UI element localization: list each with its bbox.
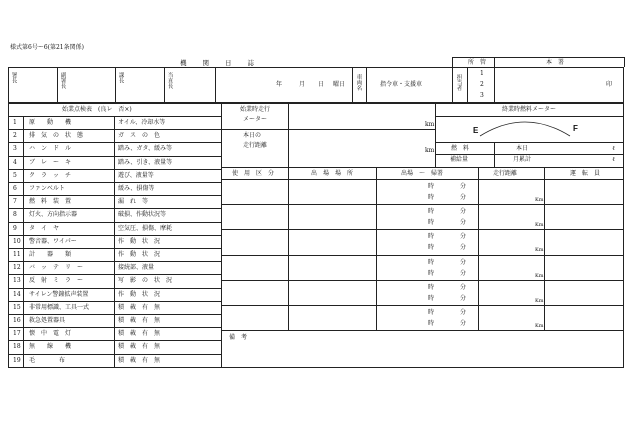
fuel-liter-2: ℓ xyxy=(612,156,615,163)
stamp-label-fukushocho: 副署長 xyxy=(59,72,66,89)
inspection-row-divider xyxy=(8,156,221,157)
inspection-item-no: 13 xyxy=(13,277,21,285)
log-minute-label: 分 xyxy=(460,194,467,201)
inspection-item-no: 10 xyxy=(13,237,21,245)
log-km-unit: Km xyxy=(535,297,544,304)
stamp-label-kacho: 課長 xyxy=(117,72,124,83)
inspection-item-check: 漏 れ 等 xyxy=(118,198,149,206)
fuel-meter-title: 終業時燃料メーター xyxy=(502,106,557,113)
inspection-item-no: 19 xyxy=(13,356,21,364)
inspection-row-divider xyxy=(8,314,221,315)
log-hour-label: 時 xyxy=(428,208,435,216)
col-dispatch-return: 出場 〜 帰署 xyxy=(401,170,444,177)
date-day: 日 xyxy=(318,81,325,88)
inspection-item-part: 原 動 機 xyxy=(29,119,72,126)
inspection-item-part: タ イ ヤ xyxy=(29,224,60,232)
inspection-item-no: 6 xyxy=(13,185,17,192)
inspection-item-check: 踏み、ガタ、緩み等 xyxy=(118,145,173,153)
inspection-row-divider xyxy=(8,248,221,249)
shokan-label: 所 管 xyxy=(468,59,487,66)
inspection-item-no: 7 xyxy=(13,198,17,206)
log-km-unit: Km xyxy=(535,222,544,229)
inspection-row-divider xyxy=(8,367,221,368)
date-weekday: 曜日 xyxy=(333,81,346,88)
inspection-item-part: 救急処置器具 xyxy=(29,317,66,324)
month-total: 月累計 xyxy=(513,156,532,163)
col-distance: 走行距離 xyxy=(493,170,518,177)
inspection-item-part: 懐 中 電 灯 xyxy=(29,330,72,338)
inspection-item-no: 16 xyxy=(13,317,21,324)
log-row-divider xyxy=(221,305,624,306)
inspection-item-part: ハ ン ド ル xyxy=(29,145,72,153)
log-row-divider xyxy=(221,229,624,230)
log-km-unit: Km xyxy=(535,323,544,329)
inspection-item-no: 4 xyxy=(13,158,17,166)
inspection-item-part: バ ッ テ リ ー xyxy=(29,264,84,272)
seal-mark: 印 xyxy=(606,81,613,88)
inspection-row-divider xyxy=(8,222,221,223)
inspection-item-check: 作 動 状 況 xyxy=(118,290,161,298)
log-hour-label: 時 xyxy=(428,309,435,316)
inspection-item-no: 18 xyxy=(13,343,21,351)
stamp-label-shocho: 署長 xyxy=(10,72,17,83)
inspection-item-check: 写 影 の 状 況 xyxy=(118,277,173,285)
inspection-row-divider xyxy=(8,182,221,183)
inspection-row-divider xyxy=(8,301,221,302)
inspection-item-check: 積 載 有 無 xyxy=(118,356,161,364)
inspection-item-part: ク ラ ッ チ xyxy=(29,171,72,179)
log-minute-label: 分 xyxy=(460,269,467,277)
log-hour-label: 時 xyxy=(428,233,435,241)
inspection-row-divider xyxy=(8,327,221,328)
inspection-item-part: 毛 布 xyxy=(29,356,66,364)
inspection-item-no: 2 xyxy=(13,132,17,140)
log-minute-label: 分 xyxy=(460,294,467,302)
today-short: 本日 xyxy=(516,145,529,152)
log-hour-label: 時 xyxy=(428,283,435,291)
inspection-item-check: ガ ス の 色 xyxy=(118,132,161,140)
header-frame xyxy=(8,67,624,103)
inspection-item-check: 緩み、損傷等 xyxy=(118,185,155,192)
col-usage: 使 用 区 分 xyxy=(232,170,275,177)
log-row-divider xyxy=(221,204,624,205)
inspection-item-part: 燃 料 装 置 xyxy=(29,198,72,206)
inspection-row-divider xyxy=(8,340,221,341)
inspection-item-part: ブ レ ー キ xyxy=(29,158,72,166)
inspection-item-check: オイル、冷却水等 xyxy=(118,119,166,126)
inspection-item-part: 反 射 ミ ラ ー xyxy=(29,277,84,285)
log-minute-label: 分 xyxy=(460,208,467,216)
log-minute-label: 分 xyxy=(460,320,467,327)
inspection-item-part: 警音器、ワイパー xyxy=(29,237,77,245)
inspection-item-no: 12 xyxy=(13,264,21,272)
inspection-item-check: 積 載 有 無 xyxy=(118,343,161,351)
inspection-item-no: 14 xyxy=(13,290,21,298)
vehicle-name-label: 車両名 xyxy=(355,74,362,91)
inspection-row-divider xyxy=(8,288,221,289)
col-driver: 運 転 員 xyxy=(570,170,601,177)
inspection-item-check: 踏み、引き、液量等 xyxy=(118,158,173,166)
form-number: 様式第6号ー6(第21条関係) xyxy=(10,44,84,51)
inspection-item-check: 積 載 有 無 xyxy=(118,303,161,311)
fuel-gauge-icon xyxy=(470,116,590,141)
log-hour-label: 時 xyxy=(428,244,435,252)
inspection-row-divider xyxy=(8,208,221,209)
inspection-item-check: 遊び、液量等 xyxy=(118,171,154,179)
today-distance-label: 走行距離 xyxy=(243,142,268,149)
inspection-item-check: 破損、作動状況等 xyxy=(118,211,167,219)
inspection-row-divider xyxy=(8,261,221,262)
log-km-unit: Km xyxy=(535,247,544,254)
remarks-label: 備 考 xyxy=(229,334,248,341)
shift-3: 3 xyxy=(480,92,484,99)
inspection-item-check: 空気圧、損傷、摩耗 xyxy=(118,224,173,232)
today-distance-km: km xyxy=(425,147,435,154)
inspection-item-check: 作 動 状 況 xyxy=(118,251,161,258)
log-minute-label: 分 xyxy=(460,219,467,227)
honsho-label: 本 署 xyxy=(546,59,565,66)
today-label: 本日の xyxy=(243,132,262,139)
inspection-row-divider xyxy=(8,235,221,236)
shift-1: 1 xyxy=(480,70,484,77)
log-hour-label: 時 xyxy=(428,219,435,227)
inspection-row-divider xyxy=(8,354,221,355)
inspection-item-no: 8 xyxy=(13,211,17,219)
start-meter-label-2: メーター xyxy=(243,116,268,123)
inspection-item-check: 作 動 状 況 xyxy=(118,237,161,245)
refuel-label: 補給量 xyxy=(450,156,469,163)
page-title: 機 関 日 誌 xyxy=(180,59,255,67)
fuel-empty: E xyxy=(473,126,479,135)
col-location: 出 場 場 所 xyxy=(311,170,354,177)
log-km-unit: Km xyxy=(535,272,544,279)
log-hour-label: 時 xyxy=(428,194,435,201)
log-row-divider xyxy=(221,280,624,281)
log-hour-label: 時 xyxy=(428,269,435,277)
log-minute-label: 分 xyxy=(460,309,467,316)
inspection-item-part: ファンベルト xyxy=(29,185,65,192)
inspection-item-part: 無 線 機 xyxy=(29,343,72,351)
log-minute-label: 分 xyxy=(460,258,467,266)
inspection-item-no: 5 xyxy=(13,171,17,179)
inspection-item-check: 接続部、液量 xyxy=(118,264,155,272)
inspection-item-no: 1 xyxy=(13,119,17,126)
inspection-item-part: 非常用標識、工具一式 xyxy=(29,303,90,311)
inspection-item-check: 積 載 有 無 xyxy=(118,330,161,338)
inspection-item-part: 計 器 類 xyxy=(29,251,72,258)
date-year: 年 xyxy=(276,81,283,88)
log-hour-label: 時 xyxy=(428,294,435,302)
inspection-item-part: 排 気 の 状 態 xyxy=(29,132,84,140)
log-minute-label: 分 xyxy=(460,244,467,252)
inspection-row-divider xyxy=(8,129,221,130)
tanto-label: 担当者 xyxy=(455,74,462,91)
inspection-item-part: サイレン警鐘拡声装置 xyxy=(29,290,89,298)
inspection-item-no: 9 xyxy=(13,224,17,232)
inspection-item-no: 3 xyxy=(13,145,17,153)
fuel-liter-1: ℓ xyxy=(612,145,615,152)
start-meter-km: km xyxy=(425,121,435,128)
log-hour-label: 時 xyxy=(428,183,435,190)
shift-2: 2 xyxy=(480,81,484,88)
fuel-label: 燃 料 xyxy=(451,145,470,152)
inspection-row-divider xyxy=(8,274,221,275)
log-row-divider xyxy=(221,255,624,256)
inspection-item-part: 灯火、方向指示器 xyxy=(29,211,78,219)
command-vehicle-label: 指令車・支援車 xyxy=(380,81,423,88)
inspection-item-no: 17 xyxy=(13,330,21,338)
fuel-full: F xyxy=(573,124,578,133)
log-hour-label: 時 xyxy=(428,320,435,327)
inspection-title: 始業点検表 (良レ 否×) xyxy=(62,106,132,113)
inspection-row-divider xyxy=(8,169,221,170)
log-minute-label: 分 xyxy=(460,233,467,241)
inspection-item-check: 積 載 有 無 xyxy=(118,317,161,324)
log-minute-label: 分 xyxy=(460,283,467,291)
start-meter-label-1: 始業時走行 xyxy=(240,106,271,113)
inspection-row-divider xyxy=(8,195,221,196)
date-month: 月 xyxy=(299,81,306,88)
inspection-row-divider xyxy=(8,142,221,143)
stamp-label-tochokucho: 当直長 xyxy=(166,72,173,89)
inspection-item-no: 15 xyxy=(13,303,21,311)
log-hour-label: 時 xyxy=(428,258,435,266)
log-km-unit: Km xyxy=(535,197,544,203)
log-minute-label: 分 xyxy=(460,183,467,190)
inspection-item-no: 11 xyxy=(13,251,21,258)
